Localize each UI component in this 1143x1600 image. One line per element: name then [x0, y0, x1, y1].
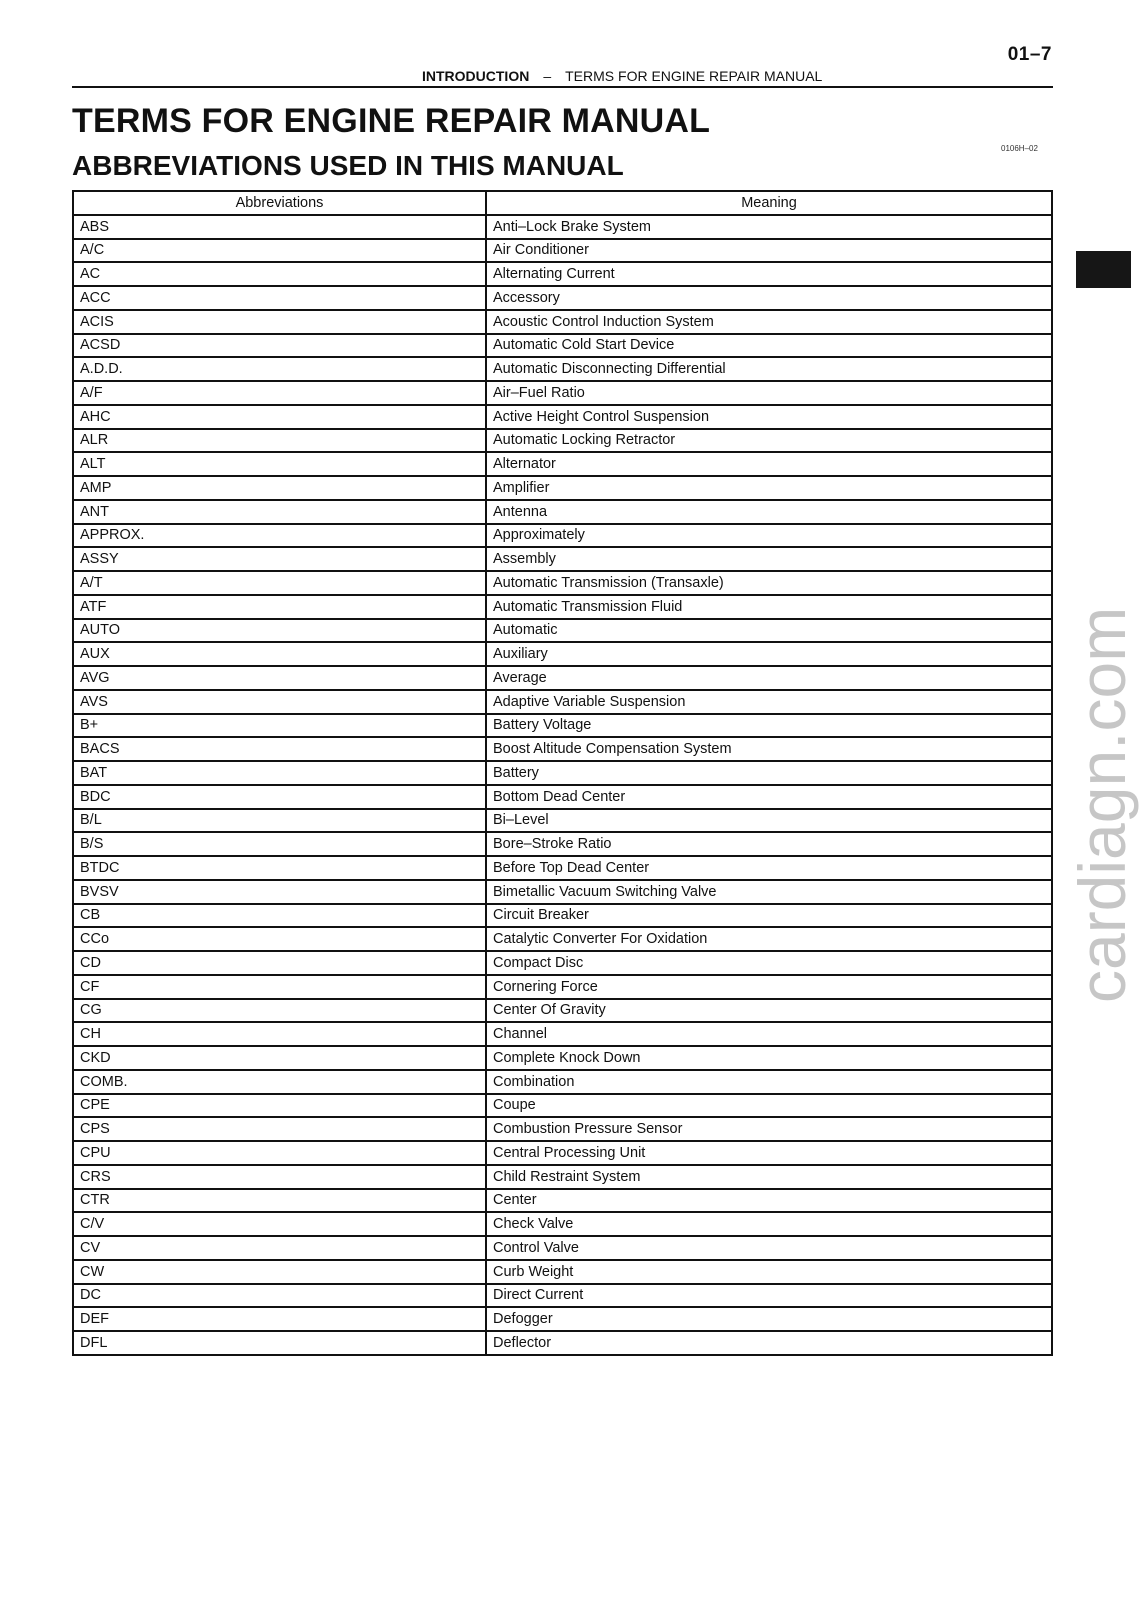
meaning-cell: Active Height Control Suspension	[486, 405, 1052, 429]
table-row	[73, 286, 1052, 310]
table-row	[73, 1022, 1052, 1046]
abbreviation-cell: CB	[73, 904, 486, 928]
section-tab-marker	[1076, 251, 1131, 288]
table-row	[73, 381, 1052, 405]
abbreviation-cell: ALR	[73, 429, 486, 453]
table-row	[73, 524, 1052, 548]
meaning-cell: Battery Voltage	[486, 714, 1052, 738]
meaning-cell: Automatic Transmission Fluid	[486, 595, 1052, 619]
table-row	[73, 310, 1052, 334]
meaning-cell: Bi–Level	[486, 809, 1052, 833]
meaning-cell: Adaptive Variable Suspension	[486, 690, 1052, 714]
header-rule	[72, 86, 1053, 88]
abbreviation-cell: BAT	[73, 761, 486, 785]
table-row	[73, 357, 1052, 381]
table-row	[73, 595, 1052, 619]
meaning-cell: Air–Fuel Ratio	[486, 381, 1052, 405]
table-row	[73, 856, 1052, 880]
table-row	[73, 737, 1052, 761]
table-row	[73, 1212, 1052, 1236]
abbreviations-table	[72, 190, 1053, 1356]
abbreviation-cell: COMB.	[73, 1070, 486, 1094]
meaning-cell: Auxiliary	[486, 642, 1052, 666]
meaning-cell: Bottom Dead Center	[486, 785, 1052, 809]
abbreviation-cell: AUTO	[73, 619, 486, 643]
table-row	[73, 1094, 1052, 1118]
meaning-cell: Antenna	[486, 500, 1052, 524]
table-row	[73, 832, 1052, 856]
abbreviation-cell: A/C	[73, 239, 486, 263]
meaning-cell: Bimetallic Vacuum Switching Valve	[486, 880, 1052, 904]
abbreviation-cell: ACSD	[73, 334, 486, 358]
table-row	[73, 1189, 1052, 1213]
column-header-abbreviations: Abbreviations	[73, 191, 486, 215]
table-row	[73, 619, 1052, 643]
meaning-cell: Acoustic Control Induction System	[486, 310, 1052, 334]
meaning-cell: Direct Current	[486, 1284, 1052, 1308]
abbreviation-cell: BTDC	[73, 856, 486, 880]
abbreviation-cell: A.D.D.	[73, 357, 486, 381]
abbreviation-cell: CW	[73, 1260, 486, 1284]
abbreviation-cell: A/F	[73, 381, 486, 405]
table-row	[73, 999, 1052, 1023]
table-row	[73, 927, 1052, 951]
abbreviation-cell: ABS	[73, 215, 486, 239]
watermark-text: cardiagn.com	[1065, 606, 1139, 1003]
abbreviation-cell: APPROX.	[73, 524, 486, 548]
meaning-cell: Center	[486, 1189, 1052, 1213]
table-row	[73, 1307, 1052, 1331]
abbreviation-cell: CPS	[73, 1117, 486, 1141]
table-row	[73, 785, 1052, 809]
table-body	[73, 215, 1052, 1355]
meaning-cell: Check Valve	[486, 1212, 1052, 1236]
running-head	[422, 68, 822, 84]
table-row	[73, 547, 1052, 571]
meaning-cell: Automatic Locking Retractor	[486, 429, 1052, 453]
abbreviation-cell: CF	[73, 975, 486, 999]
abbreviation-cell: DFL	[73, 1331, 486, 1355]
table-row	[73, 476, 1052, 500]
table-row	[73, 1141, 1052, 1165]
table-row	[73, 761, 1052, 785]
abbreviation-cell: AMP	[73, 476, 486, 500]
table-row	[73, 1117, 1052, 1141]
abbreviation-cell: CD	[73, 951, 486, 975]
page-title: TERMS FOR ENGINE REPAIR MANUAL	[72, 102, 711, 140]
meaning-cell: Approximately	[486, 524, 1052, 548]
meaning-cell: Circuit Breaker	[486, 904, 1052, 928]
meaning-cell: Catalytic Converter For Oxidation	[486, 927, 1052, 951]
page-subtitle: ABBREVIATIONS USED IN THIS MANUAL	[72, 150, 624, 181]
chapter-name: TERMS FOR ENGINE REPAIR MANUAL	[565, 68, 823, 84]
meaning-cell: Channel	[486, 1022, 1052, 1046]
table-row	[73, 1236, 1052, 1260]
abbreviation-cell: C/V	[73, 1212, 486, 1236]
abbreviation-cell: ANT	[73, 500, 486, 524]
abbreviation-cell: CRS	[73, 1165, 486, 1189]
meaning-cell: Amplifier	[486, 476, 1052, 500]
meaning-cell: Coupe	[486, 1094, 1052, 1118]
table-row	[73, 1165, 1052, 1189]
abbreviation-cell: CKD	[73, 1046, 486, 1070]
table-row	[73, 690, 1052, 714]
meaning-cell: Deflector	[486, 1331, 1052, 1355]
table-row	[73, 334, 1052, 358]
table-row	[73, 951, 1052, 975]
table-row	[73, 1331, 1052, 1355]
abbreviation-cell: CH	[73, 1022, 486, 1046]
meaning-cell: Bore–Stroke Ratio	[486, 832, 1052, 856]
table-header-row	[73, 191, 1052, 215]
table-row	[73, 405, 1052, 429]
meaning-cell: Defogger	[486, 1307, 1052, 1331]
abbreviation-cell: AVG	[73, 666, 486, 690]
table-row	[73, 880, 1052, 904]
table-row	[73, 452, 1052, 476]
header-separator: –	[543, 68, 552, 84]
meaning-cell: Complete Knock Down	[486, 1046, 1052, 1070]
meaning-cell: Central Processing Unit	[486, 1141, 1052, 1165]
meaning-cell: Anti–Lock Brake System	[486, 215, 1052, 239]
table-row	[73, 500, 1052, 524]
abbreviation-cell: CV	[73, 1236, 486, 1260]
table-row	[73, 1046, 1052, 1070]
abbreviation-cell: ACIS	[73, 310, 486, 334]
watermark	[1065, 603, 1143, 1003]
meaning-cell: Automatic Disconnecting Differential	[486, 357, 1052, 381]
abbreviation-cell: ACC	[73, 286, 486, 310]
meaning-cell: Curb Weight	[486, 1260, 1052, 1284]
meaning-cell: Combination	[486, 1070, 1052, 1094]
abbreviation-cell: ATF	[73, 595, 486, 619]
table-row	[73, 642, 1052, 666]
abbreviation-cell: A/T	[73, 571, 486, 595]
table-header	[73, 191, 1052, 215]
abbreviation-cell: B+	[73, 714, 486, 738]
table-row	[73, 714, 1052, 738]
table-row	[73, 262, 1052, 286]
meaning-cell: Average	[486, 666, 1052, 690]
meaning-cell: Battery	[486, 761, 1052, 785]
abbreviation-cell: B/S	[73, 832, 486, 856]
abbreviation-cell: CG	[73, 999, 486, 1023]
abbreviation-cell: CPE	[73, 1094, 486, 1118]
abbreviation-cell: CCo	[73, 927, 486, 951]
table-row	[73, 666, 1052, 690]
abbreviation-cell: B/L	[73, 809, 486, 833]
table-row	[73, 239, 1052, 263]
table-row	[73, 571, 1052, 595]
abbreviation-cell: ALT	[73, 452, 486, 476]
meaning-cell: Compact Disc	[486, 951, 1052, 975]
meaning-cell: Automatic Transmission (Transaxle)	[486, 571, 1052, 595]
table-row	[73, 429, 1052, 453]
abbreviation-cell: AUX	[73, 642, 486, 666]
table-row	[73, 975, 1052, 999]
abbreviation-cell: DC	[73, 1284, 486, 1308]
abbreviation-cell: CPU	[73, 1141, 486, 1165]
abbreviation-cell: AC	[73, 262, 486, 286]
meaning-cell: Alternating Current	[486, 262, 1052, 286]
meaning-cell: Accessory	[486, 286, 1052, 310]
abbreviation-cell: AVS	[73, 690, 486, 714]
abbreviation-cell: BVSV	[73, 880, 486, 904]
abbreviation-cell: AHC	[73, 405, 486, 429]
table-row	[73, 904, 1052, 928]
document-code: 0106H–02	[1001, 144, 1038, 153]
meaning-cell: Cornering Force	[486, 975, 1052, 999]
meaning-cell: Before Top Dead Center	[486, 856, 1052, 880]
section-name: INTRODUCTION	[422, 68, 530, 84]
meaning-cell: Center Of Gravity	[486, 999, 1052, 1023]
abbreviation-cell: DEF	[73, 1307, 486, 1331]
table-row	[73, 809, 1052, 833]
table-row	[73, 215, 1052, 239]
page-number: 01–7	[1007, 44, 1052, 65]
column-header-meaning: Meaning	[486, 191, 1052, 215]
meaning-cell: Assembly	[486, 547, 1052, 571]
abbreviation-cell: BDC	[73, 785, 486, 809]
table-row	[73, 1070, 1052, 1094]
meaning-cell: Alternator	[486, 452, 1052, 476]
meaning-cell: Boost Altitude Compensation System	[486, 737, 1052, 761]
meaning-cell: Automatic Cold Start Device	[486, 334, 1052, 358]
table-row	[73, 1284, 1052, 1308]
meaning-cell: Air Conditioner	[486, 239, 1052, 263]
abbreviation-cell: ASSY	[73, 547, 486, 571]
table-row	[73, 1260, 1052, 1284]
abbreviation-cell: BACS	[73, 737, 486, 761]
meaning-cell: Combustion Pressure Sensor	[486, 1117, 1052, 1141]
meaning-cell: Control Valve	[486, 1236, 1052, 1260]
abbreviation-cell: CTR	[73, 1189, 486, 1213]
meaning-cell: Child Restraint System	[486, 1165, 1052, 1189]
meaning-cell: Automatic	[486, 619, 1052, 643]
